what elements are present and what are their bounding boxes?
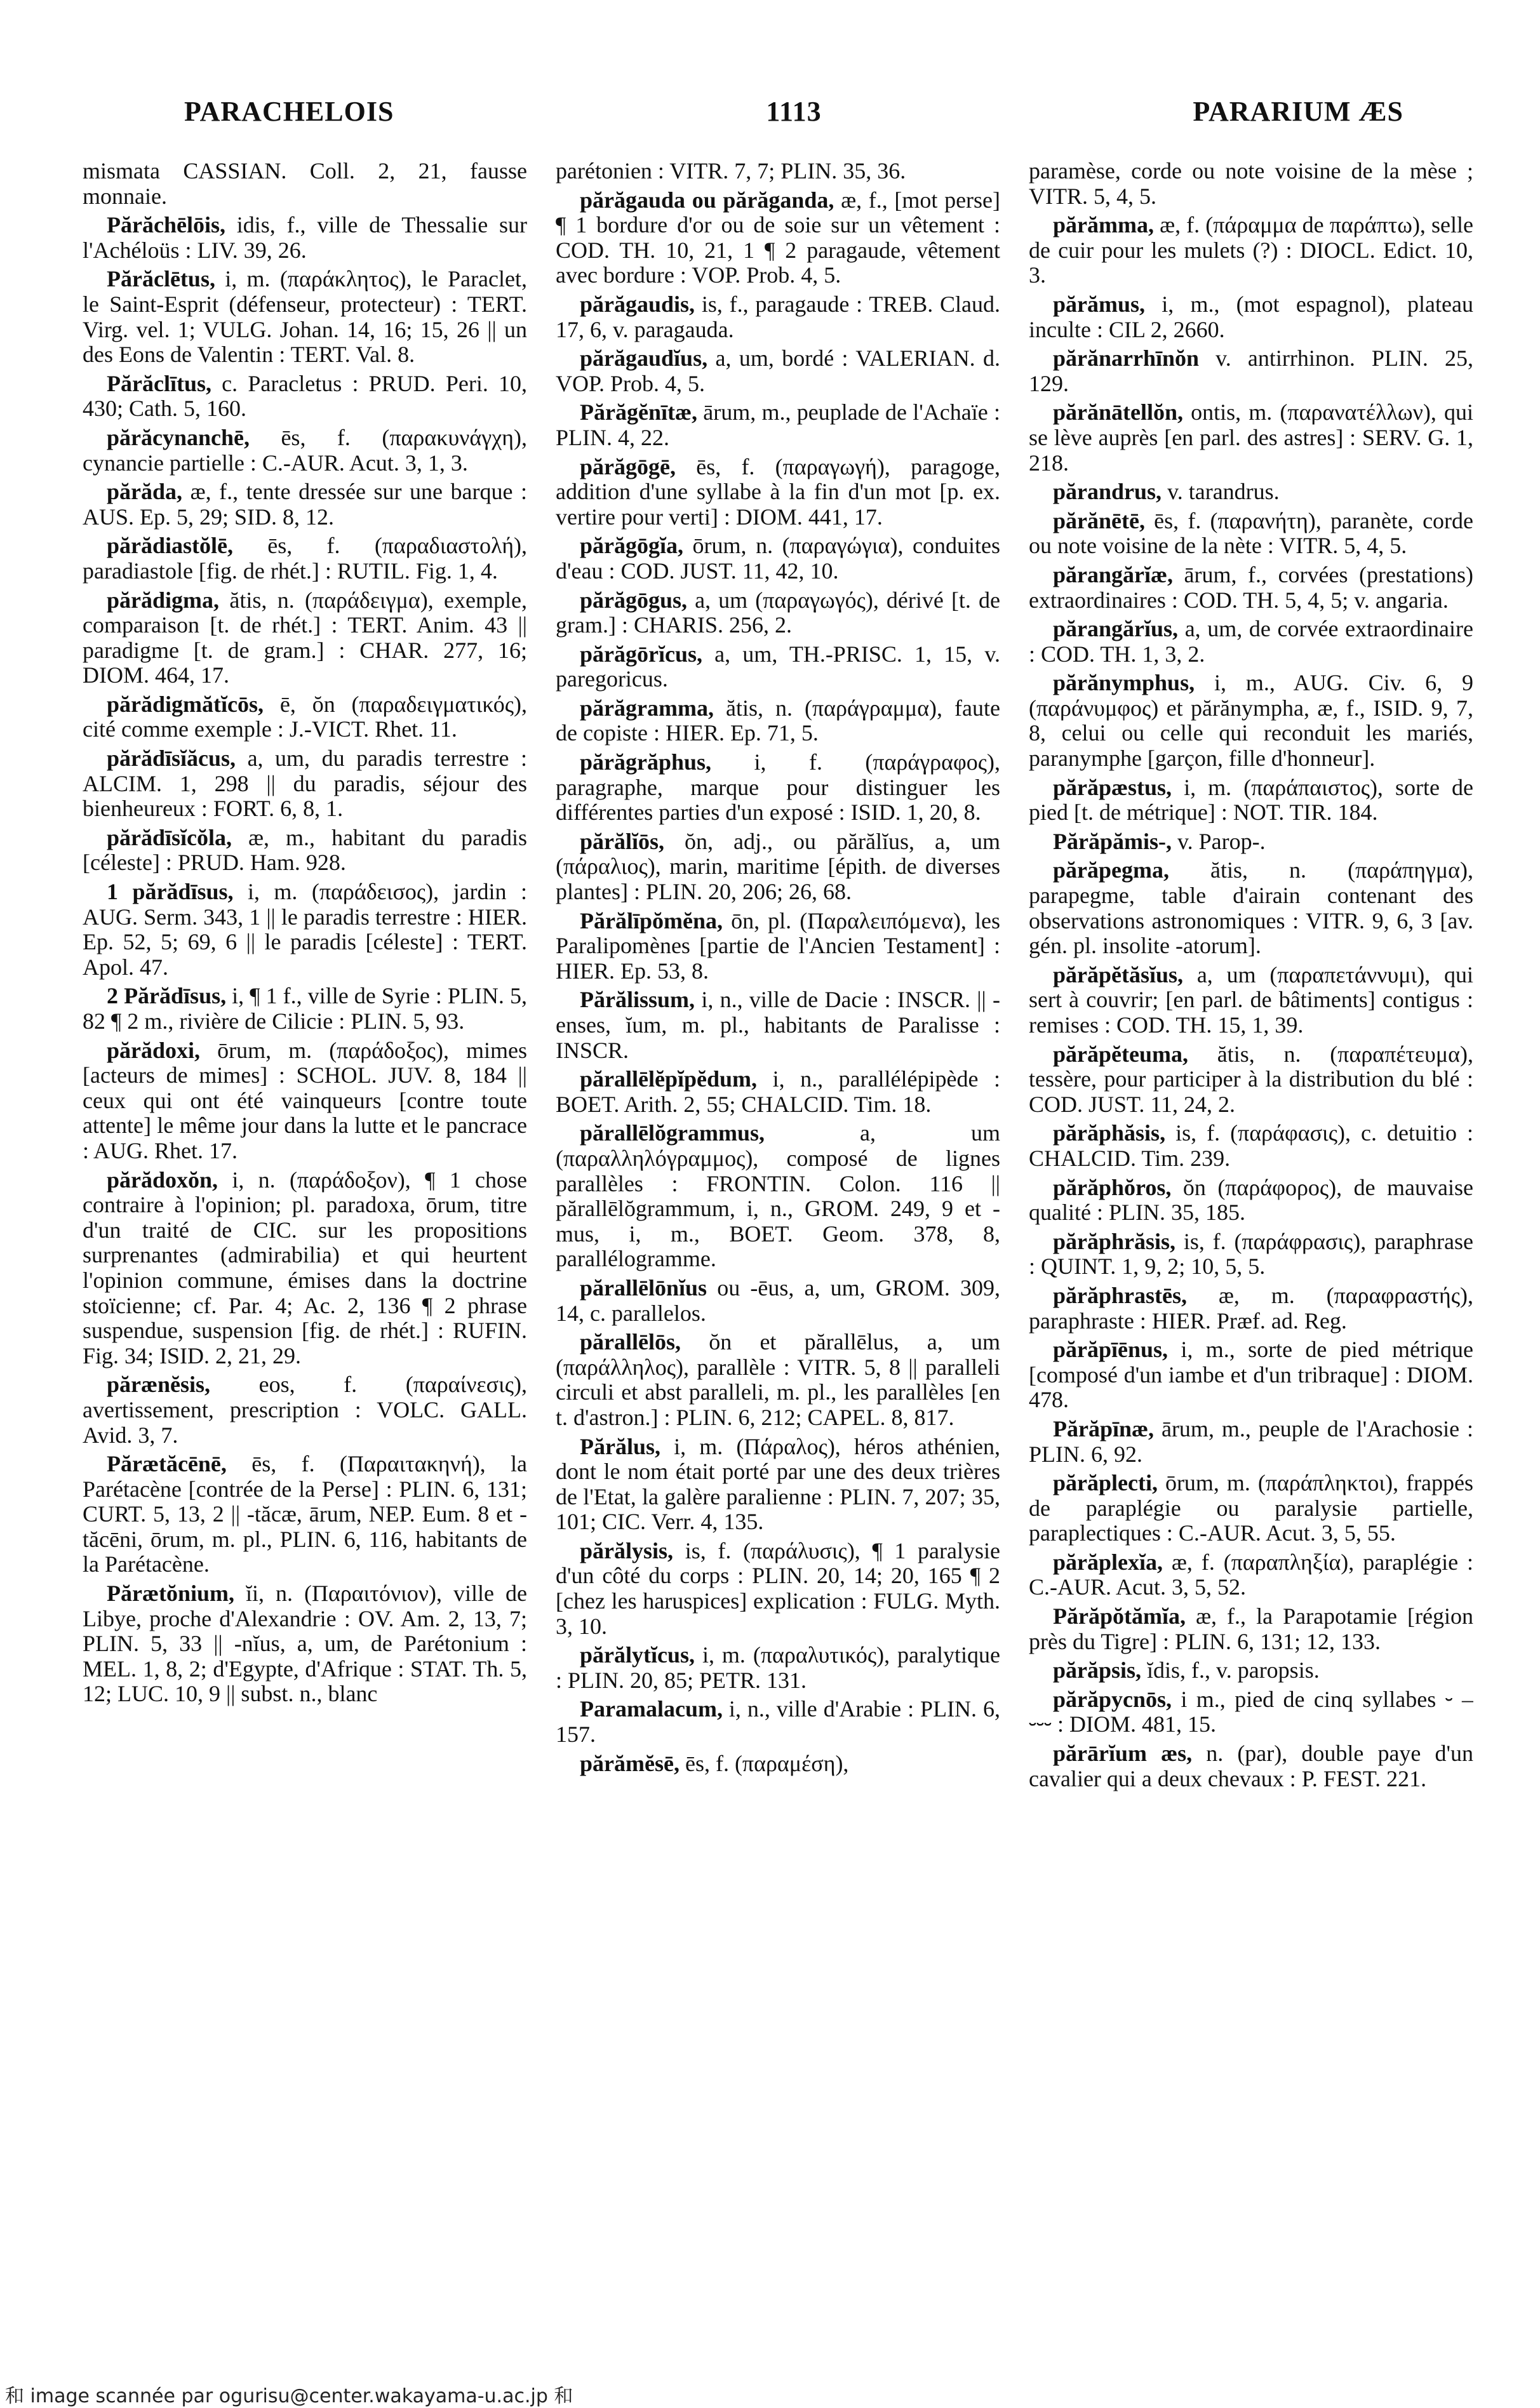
- scan-credit: 和 image scannée par ogurisu@center.wakayama-u.ac.jp 和: [5, 2385, 573, 2407]
- dictionary-entry: [1029, 1283, 1473, 1334]
- headword: părădiastŏlē,: [107, 533, 234, 559]
- column-2: [556, 159, 1000, 2362]
- entry-text: v. Parop-.: [1177, 828, 1266, 854]
- headword: părăphŏros,: [1053, 1174, 1172, 1200]
- headword: părăgaudis,: [580, 291, 695, 317]
- dictionary-entry: [1029, 1042, 1473, 1118]
- dictionary-entry: [556, 1697, 1000, 1747]
- entry-text: ēs, f. (παρανήτη), paranète, corde ou note voisine de la nète : VITR. 5, 4, 5.: [1029, 507, 1473, 559]
- dictionary-entry: [83, 826, 527, 876]
- headword: părăpæstus,: [1053, 774, 1172, 800]
- headword: părănymphus,: [1053, 670, 1195, 696]
- dictionary-entry: [556, 750, 1000, 826]
- dictionary-entry: [1029, 829, 1473, 855]
- dictionary-entry: [556, 533, 1000, 584]
- headword: Părălīpŏmĕna,: [580, 907, 723, 933]
- entry-text: ou -ēus, a, um, GROM. 309, 14, c. parallelos.: [556, 1274, 1000, 1326]
- entry-text: æ, m. (παραφραστής), paraphraste : HIER. Præf. ad. Reg.: [1029, 1282, 1473, 1334]
- headword: părădoxi,: [107, 1037, 201, 1063]
- entry-text: parétonien : VITR. 7, 7; PLIN. 35, 36.: [556, 159, 906, 184]
- entry-text: ārum, f., corvées (prestations) extraordinaires : COD. TH. 5, 4, 5; v. angaria.: [1029, 561, 1473, 613]
- entry-text: ŏn et părallēlus, a, um (παράλληλος), parallèle : VITR. 5, 8 || paralleli circuli et abst paralleli, m. pl., les parallèles [en t. d'astron.] : PLIN. 6, 212; CAPEL. 8, 817.: [556, 1329, 1000, 1430]
- headword: părăpegma,: [1053, 857, 1169, 883]
- dictionary-entry: [556, 188, 1000, 288]
- dictionary-entry: [1029, 671, 1473, 771]
- headword: părăplecti,: [1053, 1470, 1158, 1496]
- dictionary-entry: [1029, 400, 1473, 476]
- entry-text: ătis, n. (παράδειγμα), exemple, comparaison [t. de rhét.] : TERT. Anim. 43 || paradigme [t. de gram.] : CHAR. 277, 16; DIOM. 464, 17.: [83, 587, 527, 688]
- entry-text: ēs, f. (Παραιτακηνή), la Parétacène [contrée de la Perse] : PLIN. 6, 131; CURT. 5, 13, 2 || -tăcæ, ārum, NEP. Eum. 8 et -tăcēni, ōrum, m. pl., PLIN. 6, 116, habitants de la Parétacène.: [83, 1451, 527, 1577]
- entry-text: a, um (παραπετάννυμι), qui sert à couvrir; [en parl. de bâtiments] contigus : remises : COD. TH. 15, 1, 39.: [1029, 961, 1473, 1038]
- headword: părădigma,: [107, 587, 220, 613]
- dictionary-entry: [1029, 858, 1473, 958]
- dictionary-entry: [556, 400, 1000, 450]
- dictionary-entry: [1029, 479, 1473, 505]
- dictionary-entry: [1029, 1175, 1473, 1226]
- headword: părămĕsē,: [580, 1750, 680, 1776]
- headword: părăpĕteuma,: [1053, 1041, 1188, 1067]
- headword: părăgaudĭus,: [580, 345, 708, 371]
- entry-text: æ, f., tente dressée sur une barque : AUS. Ep. 5, 29; SID. 8, 12.: [83, 479, 527, 530]
- headword: părārĭum æs,: [1053, 1741, 1193, 1767]
- headword: părăgōgus,: [580, 587, 688, 613]
- dictionary-entry: [556, 1435, 1000, 1535]
- headword: Părăclītus,: [107, 370, 211, 396]
- dictionary-columns: [83, 159, 1540, 2362]
- headword: Părætŏnium,: [107, 1581, 234, 1607]
- dictionary-entry: [83, 1452, 527, 1577]
- headword: părăpsis,: [1053, 1657, 1142, 1683]
- entry-text: æ, f. (πάραμμα de παράπτω), selle de cuir pour les mulets (?) : DIOCL. Edict. 10, 3.: [1029, 212, 1473, 288]
- entry-text: n. (par), double paye d'un cavalier qui a deux chevaux : P. FEST. 221.: [1029, 1741, 1473, 1791]
- entry-text: i, m., sorte de pied métrique [composé d'un iambe et d'un tribraque] : DIOM. 478.: [1029, 1337, 1473, 1413]
- dictionary-entry: [556, 1643, 1000, 1693]
- page-header: [184, 95, 1403, 133]
- headword: părăphăsis,: [1053, 1120, 1166, 1146]
- entry-text: ē, ŏn (παραδειγματικός), cité comme exemple : J.-VICT. Rhet. 11.: [83, 691, 527, 742]
- entry-text: ontis, m. (παρανατέλλων), qui se lève auprès [en parl. des astres] : SERV. G. 1, 218.: [1029, 399, 1473, 476]
- dictionary-entry: [83, 1372, 527, 1448]
- entry-text: i, m. (παράπαιστος), sorte de pied [t. de métrique] : NOT. TIR. 184.: [1029, 774, 1473, 826]
- entry-text: c. Paracletus : PRUD. Peri. 10, 430; Cath. 5, 160.: [83, 370, 527, 422]
- entry-text: ēs, f. (παραδιαστολή), paradiastole [fig. de rhét.] : RUTIL. Fig. 1, 4.: [83, 533, 527, 584]
- headword: părăplexĭa,: [1053, 1549, 1163, 1575]
- entry-text: ōrum, n. (παραγώγια), conduites d'eau : COD. JUST. 11, 42, 10.: [556, 533, 1000, 584]
- entry-text: ēs, f. (παρακυνάγχη), cynancie partielle : C.-AUR. Acut. 3, 1, 3.: [83, 424, 527, 476]
- entry-text: i, m., AUG. Civ. 6, 9 (παράνυμφος) et părănympha, æ, f., ISID. 9, 7, 8, celui ou celle qui reconduit les mariés, paranymphe [garçon, fille d'honneur].: [1029, 670, 1473, 772]
- entry-text: a, um, de corvée extraordinaire : COD. TH. 1, 3, 2.: [1029, 616, 1473, 667]
- entry-text: æ, f. (παραπληξία), paraplégie : C.-AUR. Acut. 3, 5, 52.: [1029, 1549, 1473, 1600]
- headword: Părăchēlōis,: [107, 212, 225, 238]
- dictionary-entry: [1029, 1604, 1473, 1654]
- running-head-left: PARACHELOIS: [184, 96, 394, 127]
- dictionary-entry: [556, 829, 1000, 905]
- headword: părăgōgĭa,: [580, 533, 684, 559]
- column-1: [83, 159, 527, 2362]
- entry-text: i, m. (παράκλητος), le Paraclet, le Saint-Esprit (défenseur, protecteur) : TERT. Virg. vel. 1; VULG. Johan. 14, 16; 15, 26 || un des Eons de Valentin : TERT. Val. 8.: [83, 266, 527, 368]
- headword: părallēlŏgrammus,: [580, 1120, 765, 1146]
- dictionary-entry: [83, 1038, 527, 1164]
- headword: părandrus,: [1053, 479, 1162, 505]
- dictionary-entry: [1029, 509, 1473, 559]
- headword: părăpĕtăsĭus,: [1053, 961, 1184, 987]
- entry-text: is, f. (παράφασις), c. detuitio : CHALCID. Tim. 239.: [1029, 1120, 1473, 1171]
- dictionary-entry: [556, 346, 1000, 396]
- headword: părăgauda ou părăganda,: [580, 187, 834, 213]
- headword: Părălus,: [580, 1433, 661, 1459]
- entry-text: ēs, f. (παραμέση),: [685, 1750, 849, 1776]
- headword: părăpīēnus,: [1053, 1337, 1168, 1363]
- dictionary-entry: [1029, 1417, 1473, 1467]
- dictionary-entry: [556, 1121, 1000, 1272]
- entry-text: i, f. (παράγραφος), paragraphe, marque pour distinguer les différentes parties d'un exposé : ISID. 1, 20, 8.: [556, 749, 1000, 826]
- column-3: [1029, 159, 1473, 2362]
- dictionary-entry: [556, 1067, 1000, 1117]
- dictionary-entry: [1029, 292, 1473, 342]
- headword: părădīsĭăcus,: [107, 746, 236, 772]
- dictionary-entry: [556, 1330, 1000, 1430]
- headword: părăda,: [107, 479, 183, 505]
- entry-text: paramèse, corde ou note voisine de la mèse ; VITR. 5, 4, 5.: [1029, 159, 1473, 209]
- dictionary-entry: [556, 1276, 1000, 1326]
- running-head-right: PARARIUM ÆS: [1193, 96, 1403, 127]
- dictionary-entry: [83, 479, 527, 530]
- headword: părallēlōnĭus: [580, 1274, 707, 1301]
- headword: părăpycnōs,: [1053, 1686, 1172, 1712]
- dictionary-entry: [83, 1581, 527, 1707]
- entry-text: ĭi, n. (Παραιτόνιον), ville de Libye, proche d'Alexandrie : OV. Am. 2, 13, 7; PLIN. 5, 33 || -nĭus, a, um, de Parétonium : MEL. 1, 8, 2; d'Egypte, d'Afrique : STAT. Th. 5, 12; LUC. 10, 9 || subst. n., blanc: [83, 1581, 527, 1707]
- headword: părălytĭcus,: [580, 1642, 695, 1668]
- headword: Părăgĕnītæ,: [580, 399, 697, 425]
- entry-text: æ, f., la Parapotamie [région près du Tigre] : PLIN. 6, 131; 12, 133.: [1029, 1603, 1473, 1654]
- dictionary-entry: [1029, 346, 1473, 396]
- headword: părănātellŏn,: [1053, 399, 1184, 425]
- headword: părămus,: [1053, 291, 1146, 317]
- dictionary-entry: [83, 880, 527, 980]
- dictionary-entry: [83, 267, 527, 367]
- dictionary-entry: [1029, 1337, 1473, 1413]
- headword: părăcynanchē,: [107, 424, 250, 450]
- headword: părăphrăsis,: [1053, 1228, 1176, 1254]
- entry-text: i, m. (Πάραλος), héros athénien, dont le nom était porté par une des deux trières de l'Etat, la galère paralienne : PLIN. 7, 207; 35, 101; CIC. Verr. 4, 135.: [556, 1433, 1000, 1535]
- headword: părăgōgē,: [580, 453, 676, 479]
- entry-text: ārum, m., peuplade de l'Achaïe : PLIN. 4, 22.: [556, 399, 1000, 450]
- dictionary-entry: [556, 292, 1000, 342]
- dictionary-entry: [556, 696, 1000, 746]
- entry-text: i, m., (mot espagnol), plateau inculte : CIL 2, 2660.: [1029, 291, 1473, 342]
- entry-text: ārum, m., peuple de l'Arachosie : PLIN. 6, 92.: [1029, 1415, 1473, 1467]
- entry-text: v. tarandrus.: [1167, 479, 1280, 505]
- dictionary-entry: [556, 159, 1000, 184]
- headword: 1 părădīsus,: [107, 879, 234, 905]
- dictionary-entry: [83, 533, 527, 584]
- headword: părangărĭus,: [1053, 616, 1179, 642]
- headword: părădīsĭcŏla,: [107, 824, 232, 850]
- dictionary-entry: [1029, 213, 1473, 288]
- dictionary-entry: [556, 909, 1000, 984]
- headword: părălysis,: [580, 1537, 674, 1563]
- headword: părăgōrĭcus,: [580, 641, 702, 667]
- dictionary-entry: [556, 455, 1000, 530]
- headword: părangărĭæ,: [1053, 561, 1173, 587]
- dictionary-entry: [1029, 1121, 1473, 1171]
- headword: părăgrăphus,: [580, 749, 712, 775]
- headword: părænĕsis,: [107, 1372, 211, 1398]
- headword: părănētē,: [1053, 507, 1145, 533]
- entry-text: ătis, n. (παράπηγμα), parapegme, table d'airain contenant des observations astronomiques : VITR. 9, 6, 3 [av. gén. pl. insolite -atorum].: [1029, 857, 1473, 959]
- dictionary-entry: [556, 987, 1000, 1063]
- headword: părănarrhīnŏn: [1053, 345, 1200, 371]
- entry-text: ēs, f. (παραγωγή), paragoge, addition d'une syllabe à la fin d'un mot [p. ex. vertire pour verti] : DIOM. 441, 17.: [556, 453, 1000, 530]
- dictionary-entry: [1029, 963, 1473, 1038]
- dictionary-entry: [83, 746, 527, 822]
- headword: Părăclētus,: [107, 266, 215, 292]
- entry-text: ĭdis, f., v. paropsis.: [1147, 1657, 1320, 1683]
- dictionary-entry: [83, 588, 527, 688]
- headword: 2 Părădīsus,: [107, 983, 227, 1009]
- dictionary-entry: [1029, 1687, 1473, 1737]
- entry-text: i, n., ville d'Arabie : PLIN. 6, 157.: [556, 1696, 1000, 1748]
- entry-text: is, f. (παράφρασις), paraphrase : QUINT. 1, 9, 2; 10, 5, 5.: [1029, 1228, 1473, 1280]
- headword: părămma,: [1053, 212, 1154, 238]
- entry-text: i, m. (παραλυτικός), paralytique : PLIN. 20, 85; PETR. 131.: [556, 1642, 1000, 1693]
- dictionary-entry: [1029, 563, 1473, 613]
- entry-text: a, um (παραλληλόγραμμος), composé de lignes parallèles : FRONTIN. Colon. 116 || părallēlŏgrammum, i, n., GROM. 249, 9 et -mus, i, m., BOET. Geom. 378, 8, parallélogramme.: [556, 1120, 1000, 1272]
- entry-text: i, n., parallélépipède : BOET. Arith. 2, 55; CHALCID. Tim. 18.: [556, 1066, 1000, 1117]
- entry-text: eos, f. (παραίνεσις), avertissement, prescription : VOLC. GALL. Avid. 3, 7.: [83, 1372, 527, 1448]
- entry-text: idis, f., ville de Thessalie sur l'Achéloüs : LIV. 39, 26.: [83, 212, 527, 263]
- headword: Părætăcēnē,: [107, 1451, 227, 1477]
- dictionary-entry: [1029, 159, 1473, 209]
- entry-text: i, n. (παράδοξον), ¶ 1 chose contraire à l'opinion; pl. paradoxa, ōrum, titre d'un traité de CIC. sur les propositions surprenantes (admirabilia) et qui heurtent l'opinion commune, émises dans la doctrine stoïcienne; cf. Par. 4; Ac. 2, 136 ¶ 2 phrase suspendue, suspension [fig. de rhét.] : RUFIN. Fig. 34; ISID. 2, 21, 29.: [83, 1167, 527, 1368]
- headword: părălĭōs,: [580, 828, 665, 854]
- headword: Părăpīnæ,: [1053, 1415, 1155, 1441]
- entry-text: æ, f., [mot perse] ¶ 1 bordure d'or ou de soie sur un vêtement : COD. TH. 10, 21, 1 ¶ 2 paragaude, vêtement avec bordure : VOP. Prob. 4, 5.: [556, 187, 1000, 288]
- dictionary-entry: [83, 692, 527, 742]
- headword: Părăpămis-,: [1053, 828, 1172, 854]
- dictionary-entry: [1029, 1658, 1473, 1683]
- dictionary-entry: [83, 159, 527, 209]
- headword: părădoxŏn,: [107, 1167, 218, 1193]
- dictionary-entry: [83, 425, 527, 476]
- headword: Paramalacum,: [580, 1696, 723, 1722]
- entry-text: mismata CASSIAN. Coll. 2, 21, fausse monnaie.: [83, 159, 527, 209]
- entry-text: i, n., ville de Dacie : INSCR. || -enses, ĭum, m. pl., habitants de Paralisse : INSCR.: [556, 987, 1000, 1063]
- entry-text: ătis, n. (παράγραμμα), faute de copiste : HIER. Ep. 71, 5.: [556, 695, 1000, 746]
- headword: Părăpŏtămĭa,: [1053, 1603, 1186, 1629]
- dictionary-entry: [83, 1168, 527, 1369]
- dictionary-entry: [1029, 1471, 1473, 1546]
- entry-text: i m., pied de cinq syllabes ⏑ – ⏑⏑⏑ : DIOM. 481, 15.: [1029, 1686, 1473, 1737]
- dictionary-entry: [556, 1751, 1000, 1777]
- headword: Părălissum,: [580, 987, 695, 1013]
- page-number: 1113: [766, 96, 822, 127]
- headword: părallēlĕpĭpĕdum,: [580, 1066, 758, 1092]
- entry-text: ŏn, adj., ou părălĭus, a, um (πάραλιος), marin, maritime [épith. de diverses plantes] : PLIN. 20, 206; 26, 68.: [556, 828, 1000, 905]
- entry-text: i, m. (παράδεισος), jardin : AUG. Serm. 343, 1 || le paradis terrestre : HIER. Ep. 52, 5; 69, 6 || le paradis [céleste] : TERT. Apol. 47.: [83, 879, 527, 980]
- entry-text: is, f. (παράλυσις), ¶ 1 paralysie d'un côté du corps : PLIN. 20, 14; 20, 165 ¶ 2 [chez les haruspices] explication : FULG. Myth. 3, 10.: [556, 1537, 1000, 1639]
- dictionary-entry: [83, 984, 527, 1034]
- entry-text: a, um, du paradis terrestre : ALCIM. 1, 298 || du paradis, séjour des bienheureux : FORT. 6, 8, 1.: [83, 746, 527, 822]
- entry-text: ōrum, m. (παράπληκτοι), frappés de paraplégie ou paralysie partielle, paraplectiques : C.-AUR. Acut. 3, 5, 55.: [1029, 1470, 1473, 1546]
- dictionary-entry: [83, 213, 527, 263]
- dictionary-entry: [556, 588, 1000, 638]
- dictionary-entry: [1029, 1229, 1473, 1280]
- dictionary-entry: [556, 1539, 1000, 1639]
- entry-text: is, f., paragaude : TREB. Claud. 17, 6, v. paragauda.: [556, 291, 1000, 342]
- headword: părădigmătĭcōs,: [107, 691, 264, 717]
- entry-text: æ, m., habitant du paradis [céleste] : PRUD. Ham. 928.: [83, 824, 527, 876]
- dictionary-entry: [556, 642, 1000, 692]
- entry-text: a, um (παραγωγός), dérivé [t. de gram.] : CHARIS. 256, 2.: [556, 587, 1000, 638]
- dictionary-entry: [1029, 1741, 1473, 1791]
- entry-text: v. antirrhinon. PLIN. 25, 129.: [1029, 345, 1473, 396]
- entry-text: ătis, n. (παραπέτευμα), tessère, pour participer à la distribution du blé : COD. JUST. 11, 24, 2.: [1029, 1041, 1473, 1117]
- entry-text: a, um, TH.-PRISC. 1, 15, v. paregoricus.: [556, 641, 1000, 692]
- dictionary-entry: [1029, 775, 1473, 826]
- entry-text: ōn, pl. (Παραλειπόμενα), les Paralipomènes [partie de l'Ancien Testament] : HIER. Ep. 53, 8.: [556, 907, 1000, 984]
- entry-text: ōrum, m. (παράδοξος), mimes [acteurs de mimes] : SCHOL. JUV. 8, 184 || ceux qui ont été vainqueurs [contre toute attente] le même jour dans la lutte et le pancrace : AUG. Rhet. 17.: [83, 1037, 527, 1163]
- dictionary-entry: [1029, 1550, 1473, 1600]
- headword: părăphrastēs,: [1053, 1282, 1188, 1308]
- dictionary-entry: [83, 371, 527, 422]
- entry-text: a, um, bordé : VALERIAN. d. VOP. Prob. 4, 5.: [556, 345, 1000, 396]
- headword: părallēlōs,: [580, 1329, 681, 1355]
- entry-text: ŏn (παράφορος), de mauvaise qualité : PLIN. 35, 185.: [1029, 1174, 1473, 1226]
- headword: părăgramma,: [580, 695, 714, 721]
- entry-text: i, ¶ 1 f., ville de Syrie : PLIN. 5, 82 ¶ 2 m., rivière de Cilicie : PLIN. 5, 93.: [83, 983, 527, 1034]
- dictionary-entry: [1029, 617, 1473, 667]
